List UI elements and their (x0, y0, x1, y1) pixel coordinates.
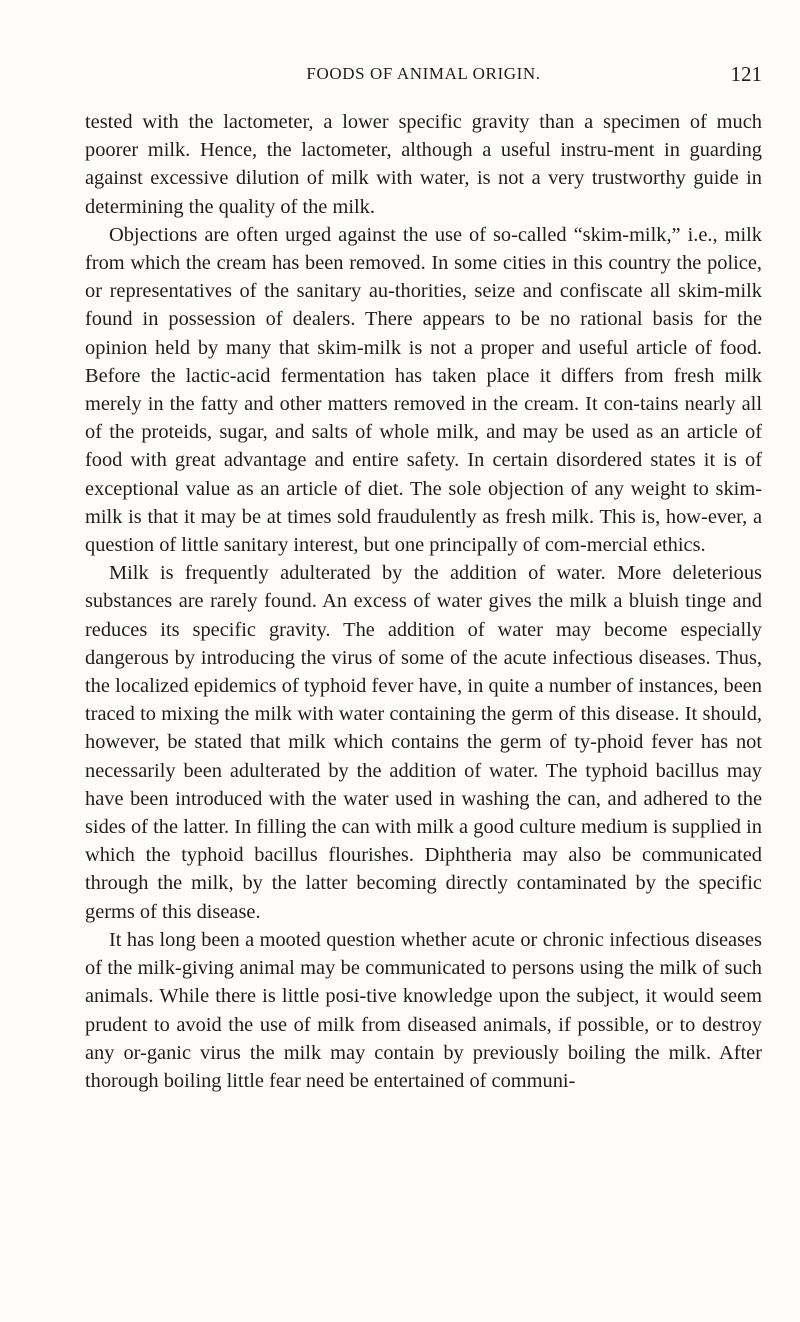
paragraph-diseased-animals: It has long been a mooted question whether acute or chronic infectious diseases of the milk-giving animal may be communicated to persons using the milk of such animals. While there is little posi-tive knowledge upon the subject, it would seem prudent to avoid the use of milk from diseased animals, if possible, or to destroy any or-ganic virus the milk may contain by previously boiling the milk. After thorough boiling little fear need be entertained of communi- (85, 928, 762, 1092)
running-title: FOODS OF ANIMAL ORIGIN. (306, 64, 541, 83)
paragraph-continued: tested with the lactometer, a lower specific gravity than a specimen of much poorer milk. Hence, the lactometer, although a useful instru-ment in guarding against excessive dilution of milk with water, is not a very trustworthy guide in determining the quality of the milk. (85, 111, 762, 218)
paragraph-skim-milk: Objections are often urged against the use of so-called “skim-milk,” i.e., milk from which the cream has been removed. In some cities in this country the police, or representatives of the sanitary au-thorities, seize and confiscate all skim-milk found in possession of dealers. There appears to be no rational basis for the opinion held by many that skim-milk is not a proper and useful article of food. Before the lactic-acid fermentation has taken place it differs from fresh milk merely in the fatty and other matters removed in the cream. It con-tains nearly all of the proteids, sugar, and salts of whole milk, and may be used as an article of food with great advantage and entire safety. In certain disordered states it is of exceptional value as an article of diet. The sole objection of any weight to skim-milk is that it may be at times sold fraudulently as fresh milk. This is, how-ever, a question of little sanitary interest, but one principally of com-mercial ethics. (85, 223, 762, 557)
running-head (85, 58, 762, 94)
page-number: 121 (730, 62, 762, 86)
paragraph-adulteration: Milk is frequently adulterated by the addition of water. More deleterious substances are rarely found. An excess of water gives the milk a bluish tinge and reduces its specific gravity. The addition of water may become especially dangerous by introducing the virus of some of the acute infectious diseases. Thus, the localized epidemics of typhoid fever have, in quite a number of instances, been traced to mixing the milk with water containing the germ of this disease. It should, however, be stated that milk which contains the germ of ty-phoid fever has not necessarily been adulterated by the addition of water. The typhoid bacillus may have been introduced with the water used in washing the can, and adhered to the sides of the latter. In filling the can with milk a good culture medium is supplied in which the typhoid bacillus flourishes. Diphtheria may also be communicated through the milk, by the latter becoming directly contaminated by the specific germs of this disease. (85, 562, 762, 923)
page-content (85, 58, 762, 1095)
body-text (85, 108, 762, 1095)
